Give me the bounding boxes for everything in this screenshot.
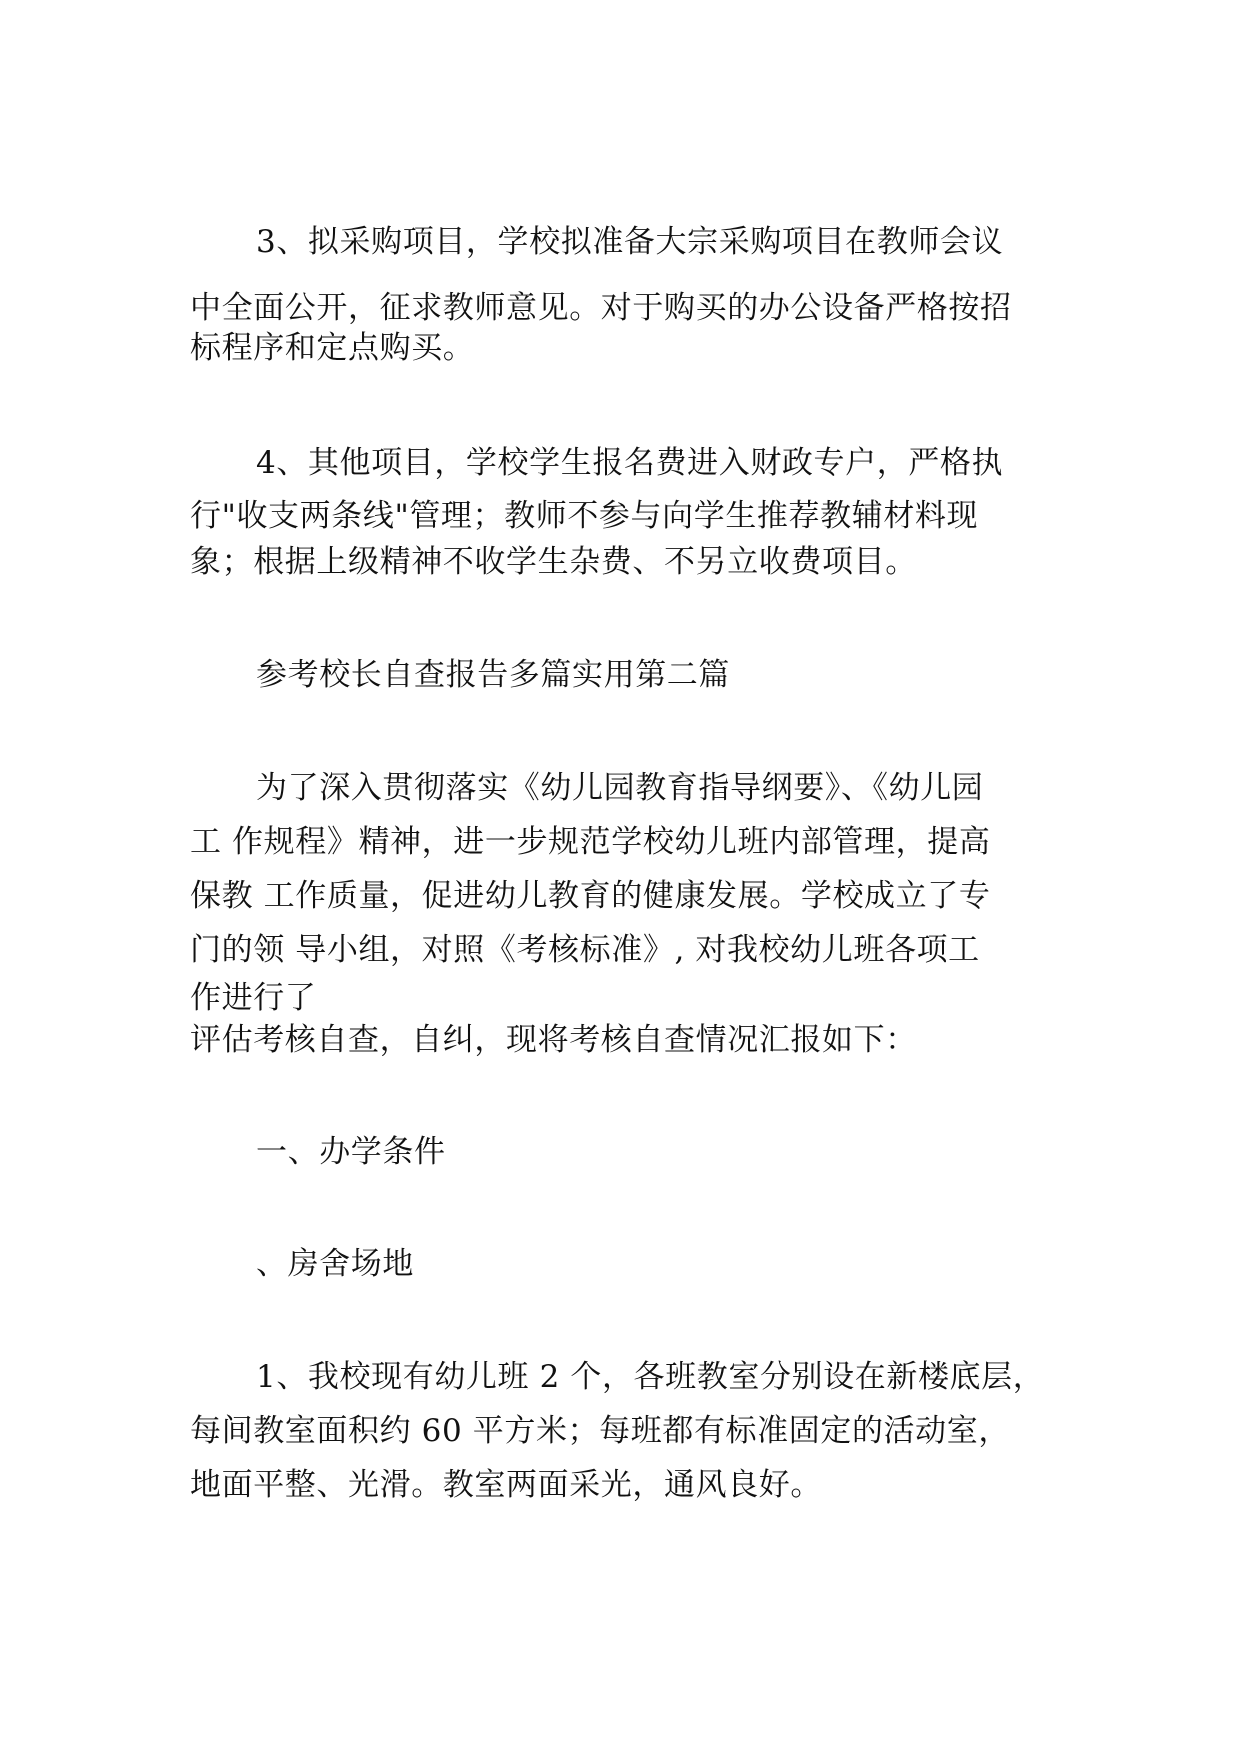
intro-paragraph-line-3: 保教 工作质量，促进幼儿教育的健康发展。学校成立了专 <box>190 878 991 914</box>
paragraph-4-line-3: 象；根据上级精神不收学生杂费、不另立收费项目。 <box>190 544 917 580</box>
heading-1: 一、办学条件 <box>256 1134 446 1170</box>
paragraph-1-line-3: 地面平整、光滑。教室两面采光，通风良好。 <box>190 1467 822 1503</box>
paragraph-3-line-1: 3、拟采购项目，学校拟准备大宗采购项目在教师会议 <box>256 224 1004 260</box>
intro-paragraph-line-4: 门的领 导小组，对照《考核标准》, 对我校幼儿班各项工 <box>190 932 980 968</box>
heading-2: 、房舍场地 <box>256 1246 414 1282</box>
intro-paragraph-line-5: 作进行了 <box>190 980 317 1016</box>
intro-paragraph-line-1: 为了深入贯彻落实《幼儿园教育指导纲要》、《幼儿园 <box>256 770 984 806</box>
intro-paragraph-line-2: 工 作规程》精神，进一步规范学校幼儿班内部管理，提高 <box>190 824 991 860</box>
paragraph-4-line-1: 4、其他项目，学校学生报名费进入财政专户，严格执 <box>256 445 1004 481</box>
paragraph-1-line-1: 1、我校现有幼儿班 2 个，各班教室分别设在新楼底层， <box>256 1359 1045 1395</box>
intro-paragraph-line-6: 评估考核自查，自纠，现将考核自查情况汇报如下： <box>190 1022 917 1058</box>
paragraph-4-line-2: 行"收支两条线"管理；教师不参与向学生推荐教辅材料现 <box>190 498 979 534</box>
paragraph-3-line-3: 标程序和定点购买。 <box>190 330 475 366</box>
paragraph-1-line-2: 每间教室面积约 60 平方米；每班都有标准固定的活动室， <box>190 1413 1010 1449</box>
paragraph-3-line-2: 中全面公开，征求教师意见。对于购买的办公设备严格按招 <box>190 290 1012 326</box>
section-title: 参考校长自查报告多篇实用第二篇 <box>256 657 730 693</box>
